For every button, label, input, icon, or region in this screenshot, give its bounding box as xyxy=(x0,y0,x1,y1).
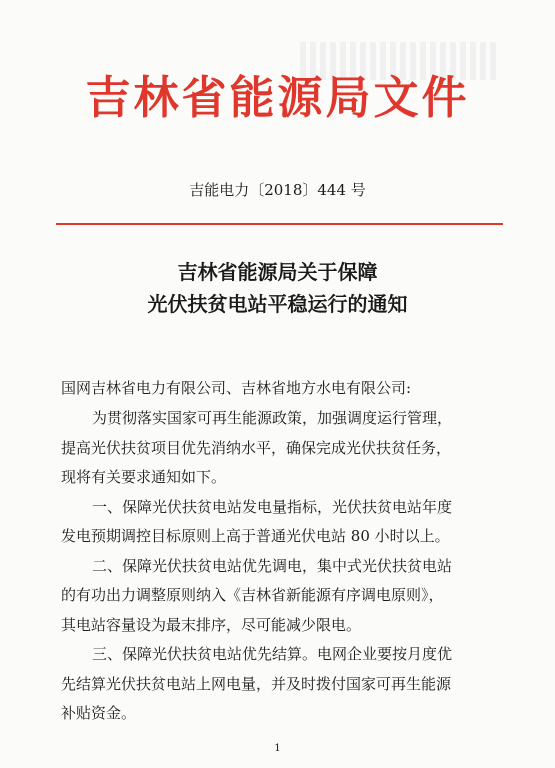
body-line: 提高光伏扶贫项目优先消纳水平，确保完成光伏扶贫任务， xyxy=(61,439,452,457)
body-line: 为贯彻落实国家可再生能源政策，加强调度运行管理， xyxy=(92,409,453,427)
red-divider-line xyxy=(56,223,503,225)
addressee: 国网吉林省电力有限公司、吉林省地方水电有限公司: xyxy=(61,379,412,397)
body-line: 其电站容量设为最末排序，尽可能减少限电。 xyxy=(61,616,362,634)
issuing-authority-header: 吉林省能源局文件 xyxy=(85,71,470,124)
notice-title-line-1: 吉林省能源局关于保障 xyxy=(177,260,378,284)
page-number: 1 xyxy=(274,743,281,754)
body-line: 先结算光伏扶贫电站上网电量，并及时拨付国家可再生能源 xyxy=(61,675,452,693)
body-line: 发电预期调控目标原则上高于普通光伏电站 80 小时以上。 xyxy=(61,527,450,545)
body-line: 现将有关要求通知如下。 xyxy=(61,468,227,486)
document-number: 吉能电力〔2018〕444 号 xyxy=(189,181,366,199)
body-line: 补贴资金。 xyxy=(61,704,137,722)
body-line: 三、保障光伏扶贫电站优先结算。电网企业要按月度优 xyxy=(92,645,453,663)
body-line: 的有功出力调整原则纳入《吉林省新能源有序调电原则》， xyxy=(61,586,444,604)
body-line: 一、保障光伏扶贫电站发电量指标，光伏扶贫电站年度 xyxy=(92,498,453,516)
body-line: 二、保障光伏扶贫电站优先调电，集中式光伏扶贫电站 xyxy=(92,557,453,575)
notice-title-line-2: 光伏扶贫电站平稳运行的通知 xyxy=(147,292,408,316)
